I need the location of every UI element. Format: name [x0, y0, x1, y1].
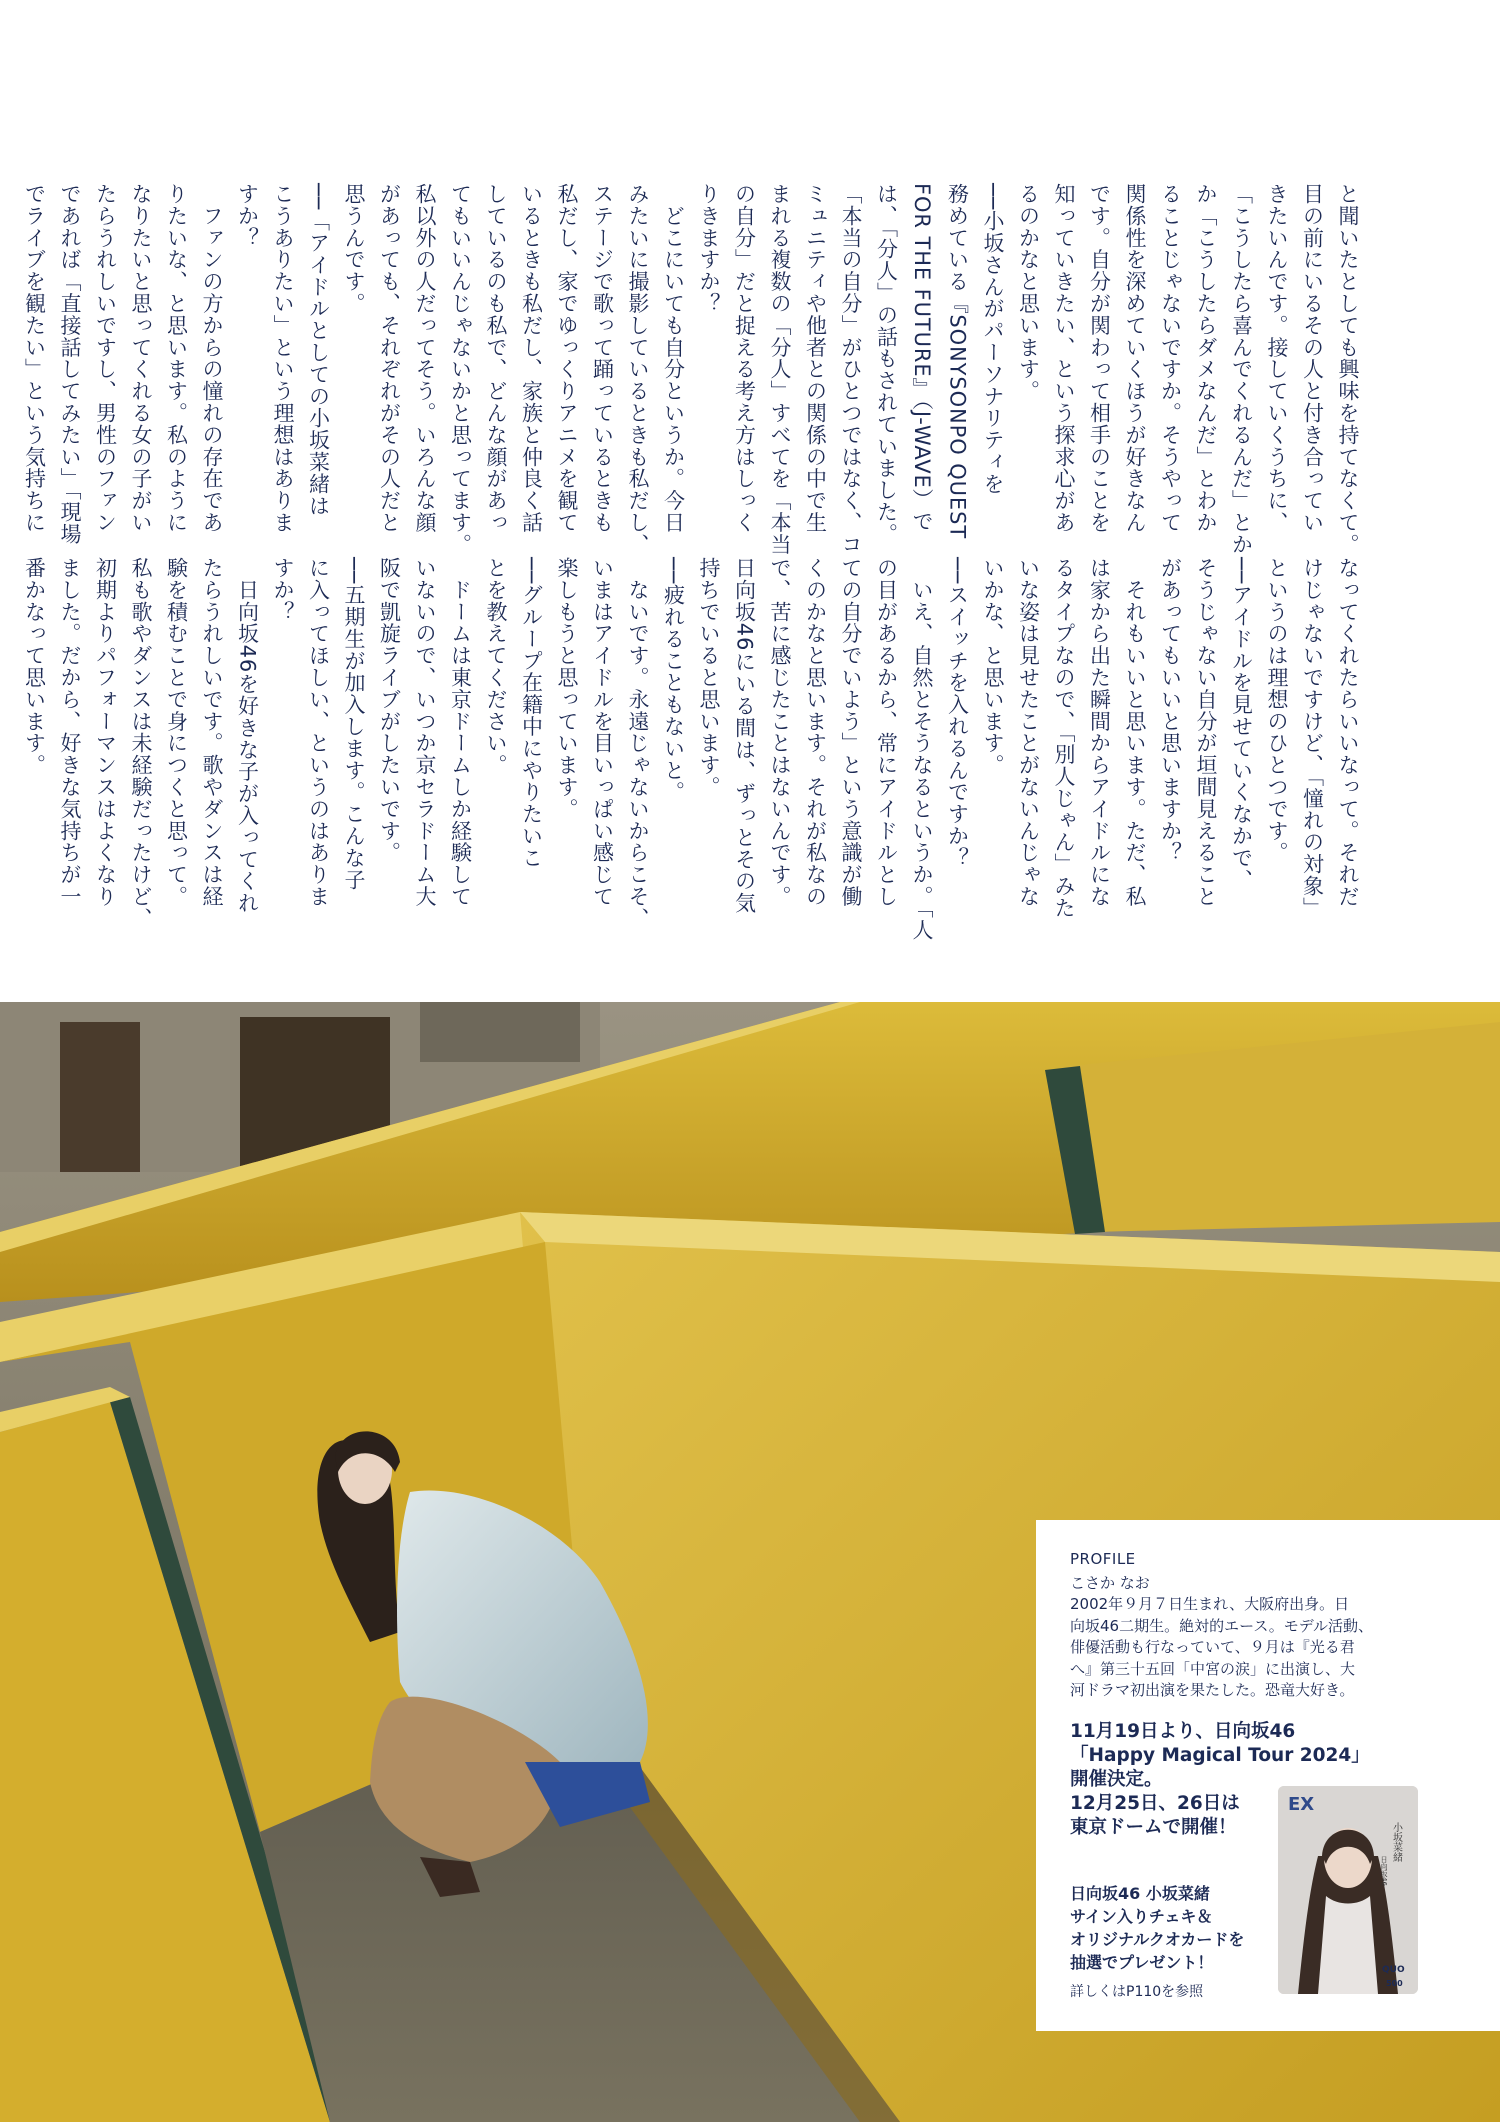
bio-line: 河ドラマ初出演を果たした。恐竜大好き。 [1070, 1681, 1355, 1699]
profile-reading: こさか なお [1070, 1574, 1150, 1592]
text-column: 「本当の自分」がひとつではなく、コ [839, 183, 863, 556]
text-column: ドームは東京ドームしか経験して [448, 557, 473, 908]
text-column: です。自分が関わって相手のことを [1087, 183, 1112, 534]
text-column: 楽しもうと思っています。 [555, 557, 579, 820]
text-column: いるときも私だし、家族と仲良く話 [519, 183, 544, 534]
present-line: サイン入りチェキ＆ [1070, 1907, 1213, 1926]
text-column: は家から出た瞬間からアイドルにな [1087, 557, 1112, 908]
text-column: とを教えてください。 [484, 557, 508, 776]
text-column: ──五期生が加入します。こんな子 [342, 557, 366, 891]
text-column: いえ、自然とそうなるというか。「人 [910, 557, 934, 941]
text-column: か「こうしたらダメなんだ」とわか [1194, 183, 1218, 534]
tour-line: 「Happy Magical Tour 2024」 [1070, 1745, 1370, 1766]
text-column: まれる複数の「分人」すべてを「本当 [768, 183, 792, 556]
text-column: すか？ [235, 183, 260, 249]
text-column: くのかなと思います。それが私なの [803, 557, 828, 908]
text-column: ──小坂さんがパーソナリティを [981, 183, 1005, 495]
text-column: 験を積むことで身につくと思って。 [164, 557, 189, 908]
text-column: 私以外の人だってそう。いろんな顔 [413, 183, 437, 534]
tour-line: 東京ドームで開催！ [1070, 1817, 1237, 1838]
text-column: たらうれしいですし、男性のファン [93, 183, 118, 534]
text-column: いかな、と思います。 [981, 557, 1005, 776]
text-column: なってくれたらいいなって。それだ [1336, 557, 1360, 908]
text-column: ──「アイドルとしての小坂菜緒は [306, 183, 331, 517]
card-brand: QUO [1382, 1965, 1405, 1975]
text-column: ──グループ在籍中にやりたいこ [519, 557, 544, 869]
card-name: 小坂菜緒 [1390, 1822, 1402, 1862]
card-value: 500 [1386, 1979, 1403, 1988]
article-lower-text [16, 557, 1365, 941]
text-column: の目があるから、常にアイドルとし [874, 557, 899, 908]
present-line: 抽選でプレゼント！ [1070, 1953, 1214, 1972]
text-column: けじゃないですけど、「憧れの対象」 [1300, 557, 1325, 919]
text-column: があっても、それぞれがその人だと [377, 183, 402, 534]
text-column: であれば「直接話してみたい」「現場 [58, 183, 82, 545]
text-column: ることじゃないですか。そうやって [1158, 183, 1183, 534]
text-column: りきますか？ [697, 183, 721, 315]
text-column: ──スイッチを入れるんですか？ [945, 557, 970, 869]
article-upper-text [16, 183, 1365, 556]
text-column: りたいな、と思います。私のように [164, 183, 189, 534]
text-column: 思うんです。 [342, 183, 366, 315]
text-column: は、「分人」の話もされていました。 [874, 183, 899, 545]
text-column: FOR THE FUTURE』（J-WAVE）で [910, 183, 934, 533]
present-info [1070, 1882, 1330, 1974]
text-column: るのかなと思います。 [1016, 183, 1041, 402]
text-column: 番かなって思います。 [22, 557, 47, 776]
text-column: 私も歌やダンスは未経験だったけど、 [129, 557, 153, 930]
text-column: と聞いたとしても興味を持てなくて。 [1336, 183, 1360, 556]
text-column: ないです。永遠じゃないからこそ、 [626, 557, 650, 930]
text-column: いまはアイドルを目いっぱい感じて [590, 557, 615, 908]
text-column: ステージで歌って踊っているときも [590, 183, 615, 534]
text-column: なりたいと思ってくれる女の子がい [129, 183, 153, 534]
text-column: それもいいと思います。ただ、私 [1123, 557, 1147, 908]
text-column: の自分」だと捉える考え方はしっく [732, 183, 757, 534]
text-column: ての自分でいよう」という意識が働 [839, 557, 863, 908]
bio-line: 俳優活動も行なっていて、９月は『光る君 [1070, 1638, 1355, 1656]
text-column: こうありたい」という理想はありま [271, 183, 295, 534]
text-column: でライブを観たい」という気持ちに [22, 183, 47, 534]
text-column: たらうれしいです。歌やダンスは経 [200, 557, 224, 908]
text-column: てもいいんじゃないかと思ってます。 [448, 183, 473, 556]
text-column: 私だし、家でゆっくりアニメを観て [555, 183, 579, 534]
text-column: 知っていきたい、という探求心があ [1052, 183, 1076, 534]
bio-line: へ』第三十五回「中宮の涙」に出演し、大 [1070, 1659, 1356, 1678]
text-column: というのは理想のひとつです。 [1265, 557, 1289, 864]
text-column: いな姿は見せたことがないんじゃな [1016, 557, 1041, 908]
present-line: 日向坂46 小坂菜緒 [1070, 1884, 1210, 1903]
tour-line: 12月25日、26日は [1070, 1793, 1240, 1814]
text-column: みたいに撮影しているときも私だし、 [626, 183, 650, 556]
text-column: があってもいいと思いますか？ [1158, 557, 1183, 864]
text-column: るタイプなので、「別人じゃん」みた [1052, 557, 1076, 919]
text-column: 阪で凱旋ライブがしたいです。 [377, 557, 402, 864]
profile-bio [1070, 1594, 1470, 1702]
present-line: オリジナルクオカードを [1070, 1930, 1245, 1949]
bio-line: 2002年９月７日生まれ、大阪府出身。日 [1070, 1595, 1350, 1613]
text-column: 務めている『SONYSONPO QUEST [945, 183, 970, 540]
text-column: ──疲れることもないと。 [661, 557, 686, 804]
text-column: ──アイドルを見せていくなかで、 [1229, 557, 1254, 891]
text-column: で、苦に感じたことはないんです。 [768, 557, 792, 908]
card-logo: EX [1288, 1794, 1315, 1815]
tour-line: 開催決定。 [1070, 1769, 1163, 1790]
present-detail: 詳しくはP110を参照 [1070, 1984, 1204, 2000]
text-column: しているのも私で、どんな顔があっ [484, 183, 508, 534]
text-column: に入ってほしい、というのはありま [306, 557, 331, 908]
card-group: 日向坂46 [1380, 1856, 1388, 1886]
profile-label: PROFILE [1070, 1550, 1136, 1568]
text-column: 持ちでいると思います。 [697, 557, 721, 798]
text-column: そうじゃない自分が垣間見えること [1194, 557, 1218, 908]
text-column: 目の前にいるその人と付き合ってい [1300, 183, 1325, 534]
text-column: 日向坂46にいる間は、ずっとその気 [732, 557, 757, 915]
text-column: ました。だから、好きな気持ちが一 [58, 557, 82, 908]
text-column: 関係性を深めていくほうが好きなん [1123, 183, 1147, 534]
text-column: いないので、いつか京セラドーム大 [413, 557, 437, 908]
bio-line: 向坂46二期生。絶対的エース。モデル活動、 [1070, 1616, 1374, 1635]
text-column: 初期よりパフォーマンスはよくなり [93, 557, 118, 908]
text-column: 日向坂46を好きな子が入ってくれ [235, 557, 260, 915]
profile-box [1036, 1520, 1500, 2031]
tour-line: 11月19日より、日向坂46 [1070, 1721, 1296, 1742]
text-column: ミュニティや他者との関係の中で生 [803, 183, 828, 534]
text-column: すか？ [271, 557, 295, 623]
text-column: どこにいても自分というか。今日 [661, 183, 686, 534]
text-column: ファンの方からの憧れの存在であ [200, 183, 224, 534]
text-column: 「こうしたら喜んでくれるんだ」とか [1229, 183, 1254, 556]
text-column: きたいんです。接していくうちに、 [1265, 183, 1289, 534]
